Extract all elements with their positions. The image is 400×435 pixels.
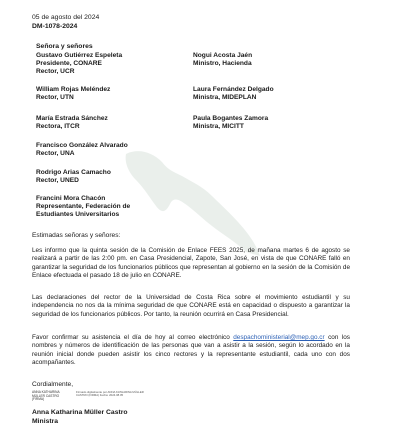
costa-rica-map-watermark: [118, 142, 268, 262]
recipient-name: Paula Bogantes Zamora: [193, 115, 269, 122]
recipient: [36, 142, 128, 158]
recipient: [36, 169, 111, 185]
recipient-name: Francini Mora Chacón: [36, 195, 106, 202]
paragraph-text: Favor confirmar su asistencia el día de hoy al correo electrónico: [32, 334, 234, 341]
greeting: Estimadas señoras y señores:: [32, 232, 121, 239]
recipient-name: William Rojas Meléndez: [36, 86, 111, 93]
recipient-name: María Estrada Sánchez: [36, 115, 108, 122]
body-paragraph: [32, 334, 350, 368]
signer-name: Anna Katharina Müller Castro: [32, 409, 128, 416]
recipient: [193, 52, 252, 68]
document-number: DM-1078-2024: [32, 23, 78, 30]
recipient-name: Nogui Acosta Jaén: [193, 52, 253, 59]
recipient-name: Rodrigo Arias Camacho: [36, 169, 111, 176]
recipient-name: Francisco González Alvarado: [36, 142, 128, 149]
closing: Cordialmente,: [32, 381, 74, 388]
recipient: [36, 52, 122, 77]
recipient: [193, 86, 274, 102]
signature-detail: Firmado digitalmente por ANNA KATHARINA MÜLLER CASTRO (FIRMA) Fecha: 2024.08.05: [76, 390, 144, 398]
recipient: [36, 115, 108, 131]
body-paragraph: Las declaraciones del rector de la Universidad de Costa Rica sobre el movimiento estudiantil y su independencia no nos da la mínima seguridad de que CONARE está en capacidad o dispuesto a garantizar la seguridad de los funcionarios públicos. Por tanto, la reunión ocurrirá en Casa Presidencial.: [32, 294, 350, 318]
recipient: [36, 195, 130, 220]
recipient-title: Estudiantes Universitarios: [36, 211, 120, 219]
recipient-title: Rector, UNA: [36, 150, 75, 158]
recipient-title: Rectora, ITCR: [36, 123, 80, 131]
recipient-title: Presidente, CONARE: [36, 60, 102, 68]
recipient-name: Laura Fernández Delgado: [193, 86, 274, 93]
signer-role: Ministra: [32, 418, 59, 425]
digital-signature: [32, 391, 152, 408]
recipient-name: Gustavo Gutiérrez Espeleta: [36, 52, 123, 59]
paragraph-text: con los nombres y números de identificación de las personas que van a asistir a la sesión, según lo acordado en la reunión inicial donde pueden asistir los cinco rectores y la representante estudiantil, cada uno con dos acompañantes.: [32, 334, 350, 367]
recipient: [36, 86, 110, 102]
recipient-title: Ministra, MIDEPLAN: [193, 94, 257, 102]
salutation: Señora y señores: [36, 43, 93, 50]
recipient-title: Rector, UCR: [36, 68, 75, 76]
recipient-title: Representante, Federación de: [36, 203, 131, 211]
recipient: [193, 115, 268, 131]
signature-name-stamp: ANNA KATHARINA MÜLLER CASTRO (FIRMA): [32, 390, 60, 402]
recipient-title: Ministro, Hacienda: [193, 60, 252, 68]
letter-date: 05 de agosto del 2024: [32, 14, 100, 21]
recipient-title: Rector, UTN: [36, 94, 74, 102]
email-link[interactable]: despachoministerial@mep.go.cr: [233, 334, 325, 341]
recipient-title: Ministra, MICITT: [193, 123, 244, 131]
body-paragraph: Les informo que la quinta sesión de la Comisión de Enlace FEES 2025, de mañana martes 6 de agosto se realizará a partir de las 2:00 pm. en Casa Presidencial, Zapote, San José, en vista de que CONARE falló en garantizar la seguridad de los funcionarios públicos que representan al gobierno en la sesión de la Comisión de Enlace efectuada el pasado 18 de julio en CONARE.: [32, 247, 350, 280]
recipient-title: Rector, UNED: [36, 177, 79, 185]
